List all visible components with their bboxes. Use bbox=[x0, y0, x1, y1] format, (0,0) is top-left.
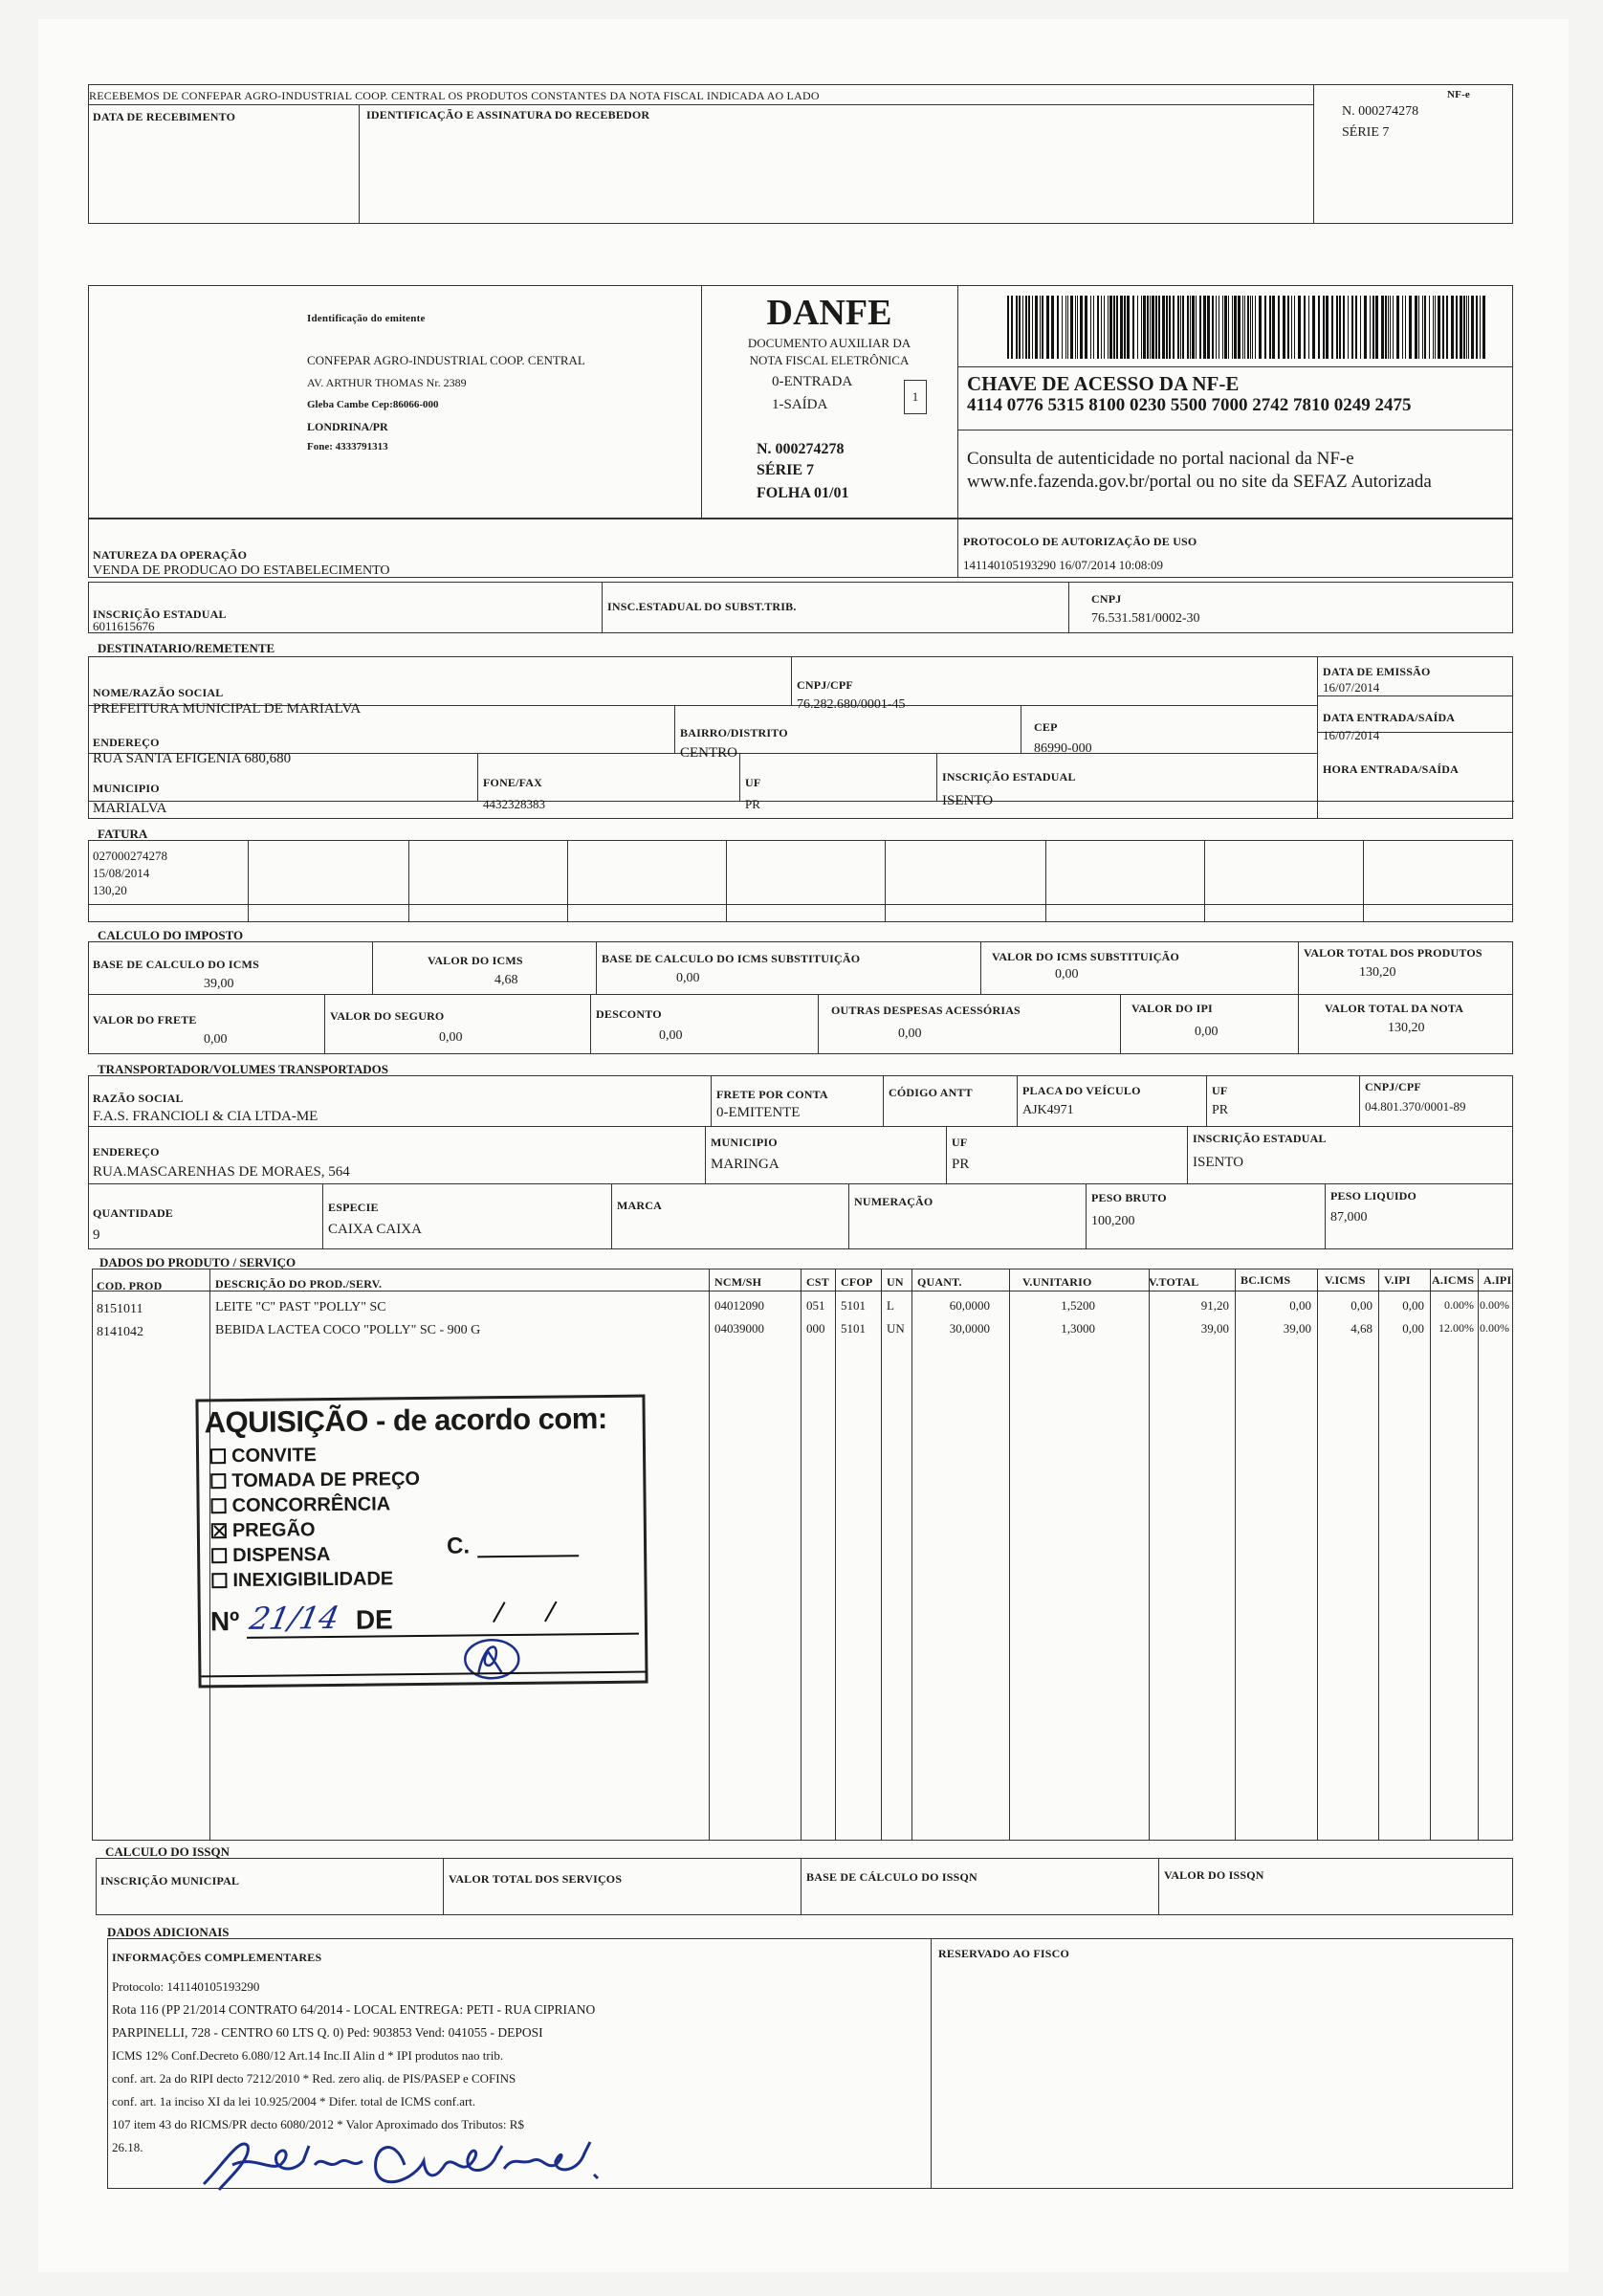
row1-v-ipi: 0,00 bbox=[1402, 1298, 1424, 1313]
issuer-address: AV. ARTHUR THOMAS Nr. 2389 bbox=[307, 376, 467, 389]
row2-bc-icms: 39,00 bbox=[1283, 1321, 1311, 1336]
icms-base-label: BASE DE CALCULO DO ICMS bbox=[93, 958, 259, 971]
carrier-uf-label: UF bbox=[1212, 1084, 1228, 1097]
row1-ncm: 04012090 bbox=[714, 1298, 764, 1313]
col-header-a-icms: A.ICMS bbox=[1432, 1273, 1475, 1287]
row2-v-ipi: 0,00 bbox=[1402, 1321, 1424, 1336]
row2-a-ipi: 0.00% bbox=[1480, 1321, 1509, 1335]
tax-block bbox=[88, 941, 1513, 1054]
operation-nature-value: VENDA DE PRODUCAO DO ESTABELECIMENTO bbox=[93, 563, 390, 578]
row1-v-icms: 0,00 bbox=[1350, 1298, 1372, 1313]
carrier-cnpj-label: CNPJ/CPF bbox=[1365, 1080, 1421, 1093]
operation-nature-label: NATUREZA DA OPERAÇÃO bbox=[93, 548, 248, 562]
info-line-7: 107 item 43 do RICMS/PR decto 6080/2012 * Valor Aproximado dos Tributos: R$ bbox=[112, 2117, 524, 2131]
substitute-registration-label: INSC.ESTADUAL DO SUBST.TRIB. bbox=[607, 600, 797, 613]
additional-block bbox=[107, 1938, 1513, 2189]
recipient-phone-label: FONE/FAX bbox=[483, 776, 543, 789]
issqn-base-label: BASE DE CÁLCULO DO ISSQN bbox=[806, 1870, 977, 1884]
col-header-a-ipi: A.IPI bbox=[1483, 1273, 1512, 1287]
carrier-address-label: ENDEREÇO bbox=[93, 1145, 160, 1159]
danfe-title: DANFE bbox=[766, 293, 892, 333]
col-header-description: DESCRIÇÃO DO PROD./SERV. bbox=[215, 1277, 383, 1291]
receiver-signature-label: IDENTIFICAÇÃO E ASSINATURA DO RECEBEDOR bbox=[366, 108, 650, 121]
danfe-sheet: FOLHA 01/01 bbox=[757, 485, 849, 501]
receipt-statement: RECEBEMOS DE CONFEPAR AGRO-INDUSTRIAL COOP. CENTRAL OS PRODUTOS CONSTANTES DA NOTA FISCAL INDICADA AO LADO bbox=[89, 89, 820, 102]
products-total-value: 130,20 bbox=[1359, 965, 1396, 980]
freight-mode-value: 0-EMITENTE bbox=[716, 1105, 801, 1120]
access-key-label: CHAVE DE ACESSO DA NF-E bbox=[967, 372, 1240, 395]
other-expenses-value: 0,00 bbox=[898, 1027, 922, 1041]
danfe-subtitle-1: DOCUMENTO AUXILIAR DA bbox=[747, 336, 911, 350]
invoice-amount: 130,20 bbox=[93, 883, 127, 897]
carrier-ie-label: INSCRIÇÃO ESTADUAL bbox=[1193, 1132, 1327, 1145]
row1-total: 91,20 bbox=[1200, 1298, 1229, 1313]
carrier-cnpj-value: 04.801.370/0001-89 bbox=[1365, 1099, 1466, 1114]
stamp-option-dispensa: DISPENSA bbox=[211, 1544, 330, 1567]
col-header-cfop: CFOP bbox=[841, 1275, 873, 1289]
row1-a-icms: 0.00% bbox=[1444, 1298, 1474, 1312]
acquisition-stamp bbox=[195, 1395, 648, 1689]
row2-quantity: 30,0000 bbox=[949, 1321, 990, 1336]
icms-value-label: VALOR DO ICMS bbox=[428, 954, 523, 967]
issue-date-label: DATA DE EMISSÃO bbox=[1323, 665, 1431, 678]
recipient-cnpj-value: 76.282.680/0001-45 bbox=[797, 697, 906, 712]
row1-cst: 051 bbox=[806, 1298, 825, 1313]
carrier-ie-value: ISENTO bbox=[1193, 1155, 1244, 1170]
other-expenses-label: OUTRAS DESPESAS ACESSÓRIAS bbox=[831, 1004, 1021, 1017]
icms-st-value: 0,00 bbox=[1055, 967, 1079, 982]
col-header-code: COD. PROD bbox=[97, 1279, 163, 1292]
icms-st-base-label: BASE DE CALCULO DO ICMS SUBSTITUIÇÃO bbox=[602, 952, 861, 965]
stamp-option-tomada: TOMADA DE PREÇO bbox=[210, 1468, 420, 1492]
row2-description: BEBIDA LACTEA COCO "POLLY" SC - 900 G bbox=[215, 1323, 481, 1337]
carrier-city-label: MUNICIPIO bbox=[711, 1136, 778, 1149]
danfe-subtitle-2: NOTA FISCAL ELETRÔNICA bbox=[749, 353, 910, 367]
col-header-total: V.TOTAL bbox=[1149, 1275, 1199, 1289]
stamp-option-inexigibilidade: INEXIGIBILIDADE bbox=[211, 1568, 393, 1592]
gross-weight-label: PESO BRUTO bbox=[1091, 1191, 1167, 1204]
protocol-value: 141140105193290 16/07/2014 10:08:09 bbox=[963, 558, 1163, 572]
checkbox-icon bbox=[210, 1473, 226, 1489]
checkbox-icon bbox=[211, 1498, 227, 1513]
stamp-date-slash-1 bbox=[493, 1601, 506, 1623]
issqn-block bbox=[96, 1858, 1513, 1915]
issqn-section-title: CALCULO DO ISSQN bbox=[105, 1844, 231, 1859]
stamp-bottom-line bbox=[201, 1671, 647, 1678]
stamp-date-slash-2 bbox=[544, 1601, 558, 1623]
nfe-label: NF-e bbox=[1447, 89, 1471, 100]
recipient-district-label: BAIRRO/DISTRITO bbox=[680, 726, 788, 740]
icms-base-value: 39,00 bbox=[204, 977, 234, 991]
recipient-uf-label: UF bbox=[745, 776, 761, 789]
carrier-city-value: MARINGA bbox=[711, 1157, 780, 1172]
recipient-address-value: RUA SANTA EFIGENIA 680,680 bbox=[93, 751, 292, 766]
info-line-1: Protocolo: 141140105193290 bbox=[112, 1979, 260, 1994]
antt-code-label: CÓDIGO ANTT bbox=[889, 1086, 973, 1099]
info-line-8: 26.18. bbox=[112, 2140, 143, 2154]
row2-code: 8141042 bbox=[97, 1325, 143, 1339]
products-section-title: DADOS DO PRODUTO / SERVIÇO bbox=[99, 1255, 296, 1269]
checkbox-icon bbox=[211, 1548, 227, 1563]
row1-bc-icms: 0,00 bbox=[1289, 1298, 1311, 1313]
vehicle-plate-label: PLACA DO VEÍCULO bbox=[1022, 1084, 1141, 1097]
recipient-section-title: DESTINATARIO/REMETENTE bbox=[98, 641, 275, 655]
recipient-ie-label: INSCRIÇÃO ESTADUAL bbox=[942, 770, 1076, 784]
stamp-number-value: 21/14 bbox=[246, 1599, 342, 1637]
row1-a-ipi: 0.00% bbox=[1480, 1298, 1509, 1312]
ipi-label: VALOR DO IPI bbox=[1131, 1002, 1213, 1015]
recipient-cnpj-label: CNPJ/CPF bbox=[797, 678, 853, 692]
access-key-value: 4114 0776 5315 8100 0230 5500 7000 2742 7810 0249 2475 bbox=[967, 395, 1412, 415]
stamp-c-line bbox=[477, 1555, 579, 1557]
stamp-option-pregao: PREGÃO bbox=[211, 1519, 316, 1542]
info-line-2: Rota 116 (PP 21/2014 CONTRATO 64/2014 - LOCAL ENTREGA: PETI - RUA CIPRIANO bbox=[112, 2002, 596, 2017]
row2-total: 39,00 bbox=[1200, 1321, 1229, 1336]
danfe-page bbox=[38, 19, 1569, 2272]
reserved-fisco-label: RESERVADO AO FISCO bbox=[938, 1947, 1069, 1960]
operation-row bbox=[88, 519, 1513, 578]
protocol-label: PROTOCOLO DE AUTORIZAÇÃO DE USO bbox=[963, 535, 1197, 548]
receipt-series: SÉRIE 7 bbox=[1342, 125, 1390, 140]
col-header-un: UN bbox=[887, 1275, 904, 1289]
numbering-label: NUMERAÇÃO bbox=[854, 1195, 933, 1208]
danfe-type-box: 1 bbox=[904, 380, 927, 414]
danfe-exit-option: 1-SAÍDA bbox=[772, 397, 828, 412]
issue-date-value: 16/07/2014 bbox=[1323, 680, 1380, 695]
authenticity-line-1: Consulta de autenticidade no portal nacional da NF-e bbox=[967, 449, 1354, 469]
stamp-number-label: Nº bbox=[209, 1606, 240, 1637]
danfe-number: N. 000274278 bbox=[757, 441, 845, 457]
recipient-name-value: PREFEITURA MUNICIPAL DE MARIALVA bbox=[93, 701, 362, 717]
stamp-option-concorrencia: CONCORRÊNCIA bbox=[210, 1493, 390, 1517]
recipient-address-label: ENDEREÇO bbox=[93, 736, 160, 749]
checkbox-icon bbox=[211, 1573, 227, 1588]
discount-value: 0,00 bbox=[659, 1028, 683, 1043]
row2-v-icms: 4,68 bbox=[1350, 1321, 1372, 1336]
entry-exit-time-label: HORA ENTRADA/SAÍDA bbox=[1323, 762, 1459, 776]
insurance-label: VALOR DO SEGURO bbox=[330, 1009, 445, 1023]
freight-label: VALOR DO FRETE bbox=[93, 1013, 197, 1027]
additional-section-title: DADOS ADICIONAIS bbox=[107, 1925, 230, 1939]
barcode-image bbox=[1007, 296, 1485, 359]
carrier-name-label: RAZÃO SOCIAL bbox=[93, 1092, 184, 1105]
danfe-series: SÉRIE 7 bbox=[757, 462, 815, 478]
icms-st-value-label: VALOR DO ICMS SUBSTITUIÇÃO bbox=[992, 950, 1180, 963]
registration-row bbox=[88, 582, 1513, 633]
row2-cst: 000 bbox=[806, 1321, 825, 1336]
ipi-value: 0,00 bbox=[1195, 1025, 1219, 1039]
info-line-5: conf. art. 2a do RIPI decto 7212/2010 * Red. zero aliq. de PIS/PASEP e COFINS bbox=[112, 2071, 516, 2086]
receipt-number: N. 000274278 bbox=[1342, 104, 1419, 119]
col-header-cst: CST bbox=[806, 1275, 829, 1289]
freight-mode-label: FRETE POR CONTA bbox=[716, 1088, 828, 1101]
vehicle-plate-value: AJK4971 bbox=[1022, 1103, 1074, 1117]
recipient-ie-value: ISENTO bbox=[942, 793, 994, 808]
issuer-label: Identificação do emitente bbox=[307, 313, 426, 324]
issuer-name: CONFEPAR AGRO-INDUSTRIAL COOP. CENTRAL bbox=[307, 353, 585, 367]
discount-label: DESCONTO bbox=[596, 1007, 662, 1021]
recipient-phone-value: 4432328383 bbox=[483, 797, 545, 811]
checkbox-icon bbox=[210, 1448, 226, 1464]
recipient-city-value: MARIALVA bbox=[93, 801, 167, 816]
issuer-cnpj-value: 76.531.581/0002-30 bbox=[1091, 611, 1200, 626]
handwritten-signature bbox=[185, 2127, 682, 2203]
net-weight-label: PESO LIQUIDO bbox=[1330, 1189, 1417, 1203]
checked-checkbox-icon bbox=[211, 1523, 227, 1538]
row2-un: UN bbox=[887, 1321, 905, 1336]
carrier-name-value: F.A.S. FRANCIOLI & CIA LTDA-ME bbox=[93, 1109, 318, 1124]
carrier-uf2-value: PR bbox=[952, 1157, 970, 1172]
invoice-section-title: FATURA bbox=[98, 827, 148, 841]
freight-value: 0,00 bbox=[204, 1032, 228, 1047]
row1-quantity: 60,0000 bbox=[949, 1298, 990, 1313]
col-header-ncm: NCM/SH bbox=[714, 1275, 762, 1289]
stamp-title: AQUISIÇÃO - de acordo com: bbox=[204, 1401, 607, 1440]
authenticity-line-2: www.nfe.fazenda.gov.br/portal ou no site da SEFAZ Autorizada bbox=[967, 472, 1432, 492]
row1-cfop: 5101 bbox=[841, 1298, 866, 1313]
services-total-label: VALOR TOTAL DOS SERVIÇOS bbox=[449, 1872, 623, 1886]
net-weight-value: 87,000 bbox=[1330, 1210, 1368, 1225]
tax-section-title: CALCULO DO IMPOSTO bbox=[98, 928, 244, 942]
state-registration-value: 6011615676 bbox=[93, 619, 155, 633]
recipient-cep-label: CEP bbox=[1034, 720, 1058, 734]
stamp-initials-signature bbox=[450, 1634, 537, 1683]
carrier-block bbox=[88, 1075, 1513, 1249]
row2-a-icms: 12.00% bbox=[1438, 1321, 1474, 1335]
species-label: ESPECIE bbox=[328, 1201, 379, 1214]
state-registration-label: INSCRIÇÃO ESTADUAL bbox=[93, 607, 227, 621]
issuer-district: Gleba Cambe Cep:86066-000 bbox=[307, 399, 439, 410]
recipient-uf-value: PR bbox=[745, 797, 760, 811]
products-total-label: VALOR TOTAL DOS PRODUTOS bbox=[1304, 946, 1482, 960]
row1-unit-value: 1,5200 bbox=[1061, 1298, 1095, 1313]
entry-exit-date-value: 16/07/2014 bbox=[1323, 728, 1380, 742]
recipient-cep-value: 86990-000 bbox=[1034, 741, 1092, 756]
invoice-block bbox=[88, 840, 1513, 922]
quantity-value: 9 bbox=[93, 1227, 100, 1243]
issuer-city: LONDRINA/PR bbox=[307, 420, 388, 433]
icms-st-base-value: 0,00 bbox=[676, 971, 700, 985]
quantity-label: QUANTIDADE bbox=[93, 1206, 174, 1220]
invoice-due-date: 15/08/2014 bbox=[93, 866, 150, 880]
receipt-date-label: DATA DE RECEBIMENTO bbox=[93, 110, 236, 123]
stamp-c-label: C. bbox=[446, 1533, 471, 1559]
info-line-4: ICMS 12% Conf.Decreto 6.080/12 Art.14 Inc.II Alin d * IPI produtos nao trib. bbox=[112, 2048, 504, 2063]
recipient-name-label: NOME/RAZÃO SOCIAL bbox=[93, 686, 224, 699]
stamp-option-convite: CONVITE bbox=[210, 1445, 317, 1468]
danfe-entry-option: 0-ENTRADA bbox=[772, 374, 853, 389]
receipt-stub bbox=[88, 84, 1513, 224]
carrier-uf-value: PR bbox=[1212, 1103, 1229, 1117]
col-header-bc-icms: BC.ICMS bbox=[1241, 1273, 1291, 1287]
col-header-v-ipi: V.IPI bbox=[1384, 1273, 1411, 1287]
brand-label: MARCA bbox=[617, 1199, 662, 1212]
row2-unit-value: 1,3000 bbox=[1061, 1321, 1095, 1336]
col-header-v-icms: V.ICMS bbox=[1325, 1273, 1366, 1287]
issuer-phone: Fone: 4333791313 bbox=[307, 441, 388, 453]
row1-description: LEITE "C" PAST "POLLY" SC bbox=[215, 1300, 386, 1314]
recipient-block bbox=[88, 656, 1513, 819]
issqn-value-label: VALOR DO ISSQN bbox=[1164, 1868, 1264, 1882]
gross-weight-value: 100,200 bbox=[1091, 1214, 1135, 1228]
invoice-total-label: VALOR TOTAL DA NOTA bbox=[1325, 1002, 1464, 1015]
col-header-quantity: QUANT. bbox=[917, 1275, 962, 1289]
entry-exit-date-label: DATA ENTRADA/SAÍDA bbox=[1323, 711, 1456, 724]
carrier-address-value: RUA.MASCARENHAS DE MORAES, 564 bbox=[93, 1164, 350, 1180]
recipient-city-label: MUNICIPIO bbox=[93, 782, 160, 795]
stamp-de-label: DE bbox=[355, 1604, 393, 1635]
issuer-block bbox=[88, 285, 1513, 519]
invoice-number: 027000274278 bbox=[93, 849, 167, 863]
insurance-value: 0,00 bbox=[439, 1030, 463, 1045]
complementary-info-label: INFORMAÇÕES COMPLEMENTARES bbox=[112, 1951, 322, 1964]
info-line-6: conf. art. 1a inciso XI da lei 10.925/2004 * Difer. total de ICMS conf.art. bbox=[112, 2094, 476, 2108]
row1-code: 8151011 bbox=[97, 1302, 143, 1316]
invoice-total-value: 130,20 bbox=[1388, 1021, 1425, 1035]
col-header-unit-value: V.UNITARIO bbox=[1022, 1275, 1092, 1289]
issuer-cnpj-label: CNPJ bbox=[1091, 592, 1122, 606]
species-value: CAIXA CAIXA bbox=[328, 1222, 422, 1237]
carrier-uf2-label: UF bbox=[952, 1136, 968, 1149]
recipient-district-value: CENTRO bbox=[680, 745, 737, 761]
icms-value: 4,68 bbox=[494, 973, 518, 987]
row1-un: L bbox=[887, 1298, 894, 1313]
row2-ncm: 04039000 bbox=[714, 1321, 764, 1336]
carrier-section-title: TRANSPORTADOR/VOLUMES TRANSPORTADOS bbox=[98, 1062, 389, 1076]
municipal-registration-label: INSCRIÇÃO MUNICIPAL bbox=[100, 1874, 240, 1888]
row2-cfop: 5101 bbox=[841, 1321, 866, 1336]
info-line-3: PARPINELLI, 728 - CENTRO 60 LTS Q. 0) Ped: 903853 Vend: 041055 - DEPOSI bbox=[112, 2025, 543, 2040]
